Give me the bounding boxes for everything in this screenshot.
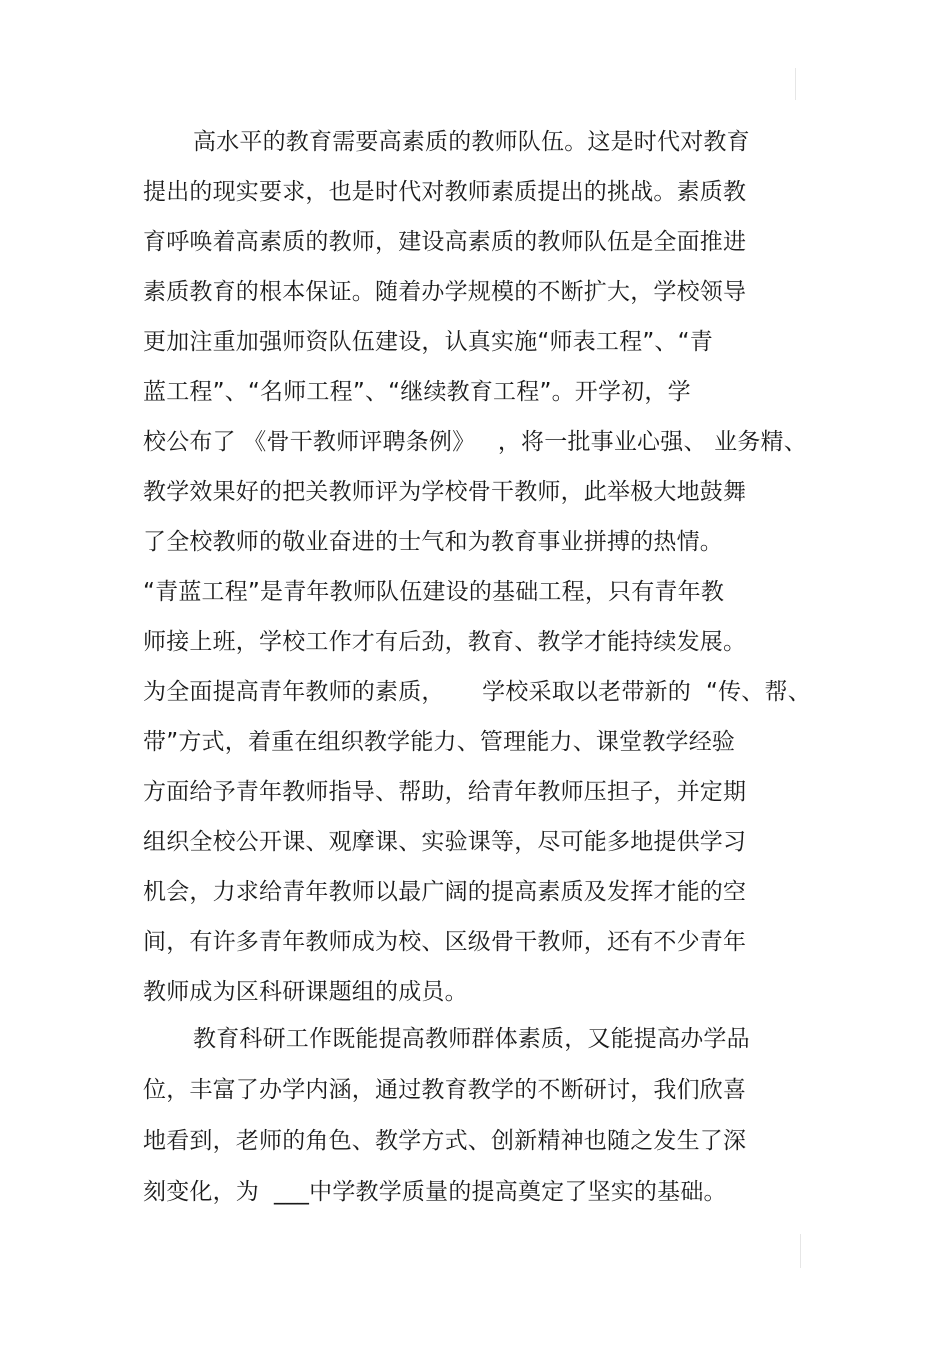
paragraph-line: “青蓝工程”是青年教师队伍建设的基础工程，只有青年教 xyxy=(143,579,725,605)
paragraph-line: 地看到，老师的角色、教学方式、创新精神也随之发生了深 xyxy=(143,1128,747,1154)
paragraph-line: 高水平的教育需要高素质的教师队伍。这是时代对教育 xyxy=(193,129,750,155)
paragraph-line: 更加注重加强师资队伍建设，认真实施“师表工程”、“青 xyxy=(143,329,713,355)
paragraph-line: 刻变化，为 ___中学教学质量的提高奠定了坚实的基础。 xyxy=(143,1179,727,1205)
paragraph-line: 了全校教师的敬业奋进的士气和为教育事业拼搏的热情。 xyxy=(143,529,723,555)
margin-mark-bottom-right xyxy=(800,1234,801,1268)
paragraph-line: 提出的现实要求，也是时代对教师素质提出的挑战。素质教 xyxy=(143,179,747,205)
paragraph-line: 教育科研工作既能提高教师群体素质，又能提高办学品 xyxy=(193,1026,750,1052)
paragraph-line: 教学效果好的把关教师评为学校骨干教师，此举极大地鼓舞 xyxy=(143,479,747,505)
paragraph-line: 位，丰富了办学内涵，通过教育教学的不断研讨，我们欣喜 xyxy=(143,1077,747,1103)
paragraph-line: 方面给予青年教师指导、帮助，给青年教师压担子，并定期 xyxy=(143,779,747,805)
paragraph-line: 育呼唤着高素质的教师，建设高素质的教师队伍是全面推进 xyxy=(143,229,747,255)
paragraph-line: 机会，力求给青年教师以最广阔的提高素质及发挥才能的空 xyxy=(143,879,747,905)
paragraph-line: 教师成为区科研课题组的成员。 xyxy=(143,979,468,1005)
paragraph-line: 为全面提高青年教师的素质， 学校采取以老带新的 “传、帮、 xyxy=(143,679,811,705)
paragraph-line: 师接上班，学校工作才有后劲，教育、教学才能持续发展。 xyxy=(143,629,747,655)
paragraph-line: 带”方式，着重在组织教学能力、管理能力、课堂教学经验 xyxy=(143,729,736,755)
paragraph-line: 蓝工程”、“名师工程”、“继续教育工程”。开学初，学 xyxy=(143,379,691,405)
paragraph-line: 素质教育的根本保证。随着办学规模的不断扩大，学校领导 xyxy=(143,279,747,305)
paragraph-line: 校公布了 《骨干教师评聘条例》 ，将一批事业心强、 业务精、 xyxy=(143,429,807,455)
paragraph-line: 组织全校公开课、观摩课、实验课等，尽可能多地提供学习 xyxy=(143,829,747,855)
margin-mark-top-right xyxy=(795,68,796,100)
paragraph-line: 间，有许多青年教师成为校、区级骨干教师，还有不少青年 xyxy=(143,929,747,955)
